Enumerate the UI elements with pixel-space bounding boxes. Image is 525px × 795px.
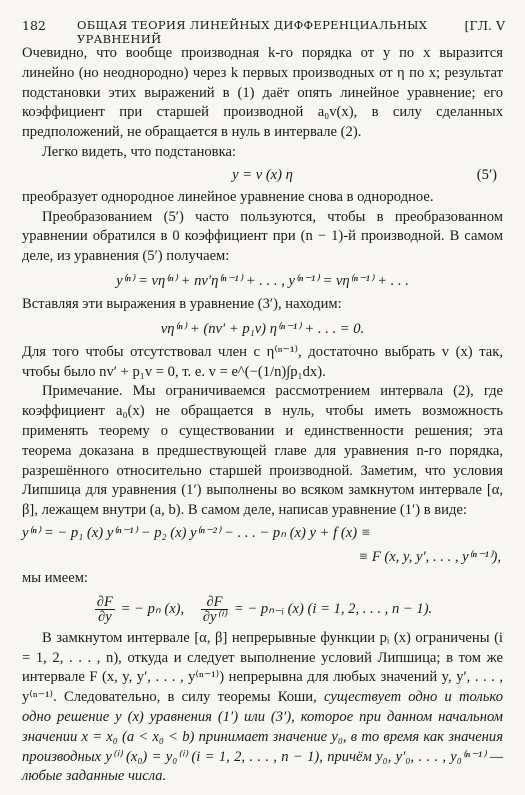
paragraph-3: преобразует однородное линейное уравнение снова в однородное.	[22, 188, 434, 205]
equation-derivatives: y⁽ⁿ⁾ = vη⁽ⁿ⁾ + nv′η⁽ⁿ⁻¹⁾ + . . . , y⁽ⁿ⁻¹⁾ = vη⁽ⁿ⁻¹⁾ + . . .	[116, 272, 409, 289]
paragraph-2: Легко видеть, что подстановка:	[42, 143, 236, 160]
paragraph-1: Очевидно, что вообще производная k-го порядка от y по x выразится линейно (но неоднородно) через k первых производных от η по x; результат подстановки этих выражений в (1) даёт опять линейное уравнение; его коэффициент при старшей производной a₀v(x), в силу сделанных предположений, не обращается в нуль в интервале (2).	[22, 45, 503, 141]
fraction-dF-dyi: $\frac{\partial F}{\text{∂y⁽ⁱ⁾}}$	[202, 593, 227, 625]
paragraph-we-have: мы имеем:	[22, 569, 88, 586]
page-number: 182	[22, 18, 46, 33]
fraction-dF-dy-rhs: = − pₙ (x),	[120, 600, 185, 617]
fraction-dF-dyi-rhs: = − pₙ₋ᵢ (x) (i = 1, 2, . . . , n − 1).	[233, 600, 433, 617]
chapter-label: [ГЛ. V	[464, 18, 505, 33]
equation-general-line1: y⁽ⁿ⁾ = − p₁ (x) y⁽ⁿ⁻¹⁾ − p₂ (x) y⁽ⁿ⁻²⁾ − . . . − pₙ (x) y + f (x) ≡	[22, 524, 371, 541]
equation-substituted: vη⁽ⁿ⁾ + (nv′ + p₁v) η⁽ⁿ⁻¹⁾ + . . . = 0.	[160, 320, 365, 337]
paragraph-note: Примечание. Мы ограничиваемся рассмотрением интервала (2), где коэффициент a₀(x) не обращается в нуль, чтобы иметь возможность применять теорему о существовании и единственности решения; эта теорема доказана в предшествующей главе для уравнения n-го порядка, разрешённого относительно старшей производной. Заметим, что условия Липшица для уравнения (1′) выполнены во всяком замкнутом интервале [α, β], лежащем внутри (a, b). В самом деле, написав уравнение (1′) в виде:	[22, 383, 503, 519]
equation-general-line2: ≡ F (x, y, y′, . . . , y⁽ⁿ⁻¹⁾),	[358, 548, 501, 565]
paragraph-final-theorem: существует одно и только одно решение y (x) уравнения (1′) или (3′), которое при данном начальном значении x = x₀ (a < x₀ < b) принимает значение y₀, в то время как значения производных y⁽ⁱ⁾ (x₀) = y₀⁽ⁱ⁾ (i = 1, 2, . . . , n − 1), причём y₀, y′₀, . . . , y₀⁽ⁿ⁻¹⁾ — любые заданные числа.	[22, 689, 503, 785]
running-title: ОБЩАЯ ТЕОРИЯ ЛИНЕЙНЫХ ДИФФЕРЕНЦИАЛЬНЫХ УРАВНЕНИЙ	[77, 18, 428, 46]
paragraph-final	[22, 629, 503, 787]
paragraph-4: Преобразованием (5′) часто пользуются, чтобы в преобразованном уравнении обратился в 0 коэффициент при (n − 1)-й производной. В самом деле, из уравнения (5′) получаем:	[22, 208, 503, 265]
fraction-dF-dy: $\frac{\partial F}{\partial y}$	[96, 593, 113, 625]
equation-5prime	[22, 163, 503, 188]
paragraph-5: Вставляя эти выражения в уравнение (3′), находим:	[22, 295, 342, 312]
paragraph-final-plain: В замкнутом интервале [α, β] непрерывные функции pᵢ (x) ограничены (i = 1, 2, . . . , n), откуда и следует выполнение условий Липшица; в том же интервале F (x, y, y′, . . . , y⁽ⁿ⁻¹⁾) непрерывна для любых значений y, y′, . . . , y⁽ⁿ⁻¹⁾. Следовательно, в силу теоремы Коши,	[22, 629, 503, 706]
page-header	[22, 18, 505, 46]
equation-partials	[22, 589, 503, 629]
paragraph-6: Для того чтобы отсутствовал член с η⁽ⁿ⁻¹⁾, достаточно выбрать v (x) так, чтобы было nv′ + p₁v = 0, т. е. v = e^(−(1/n)∫p₁dx).	[22, 343, 503, 380]
equation-5prime-number: (5′)	[476, 166, 497, 183]
equation-5prime-body: y = v (x) η	[232, 166, 293, 183]
page-body	[22, 44, 503, 787]
